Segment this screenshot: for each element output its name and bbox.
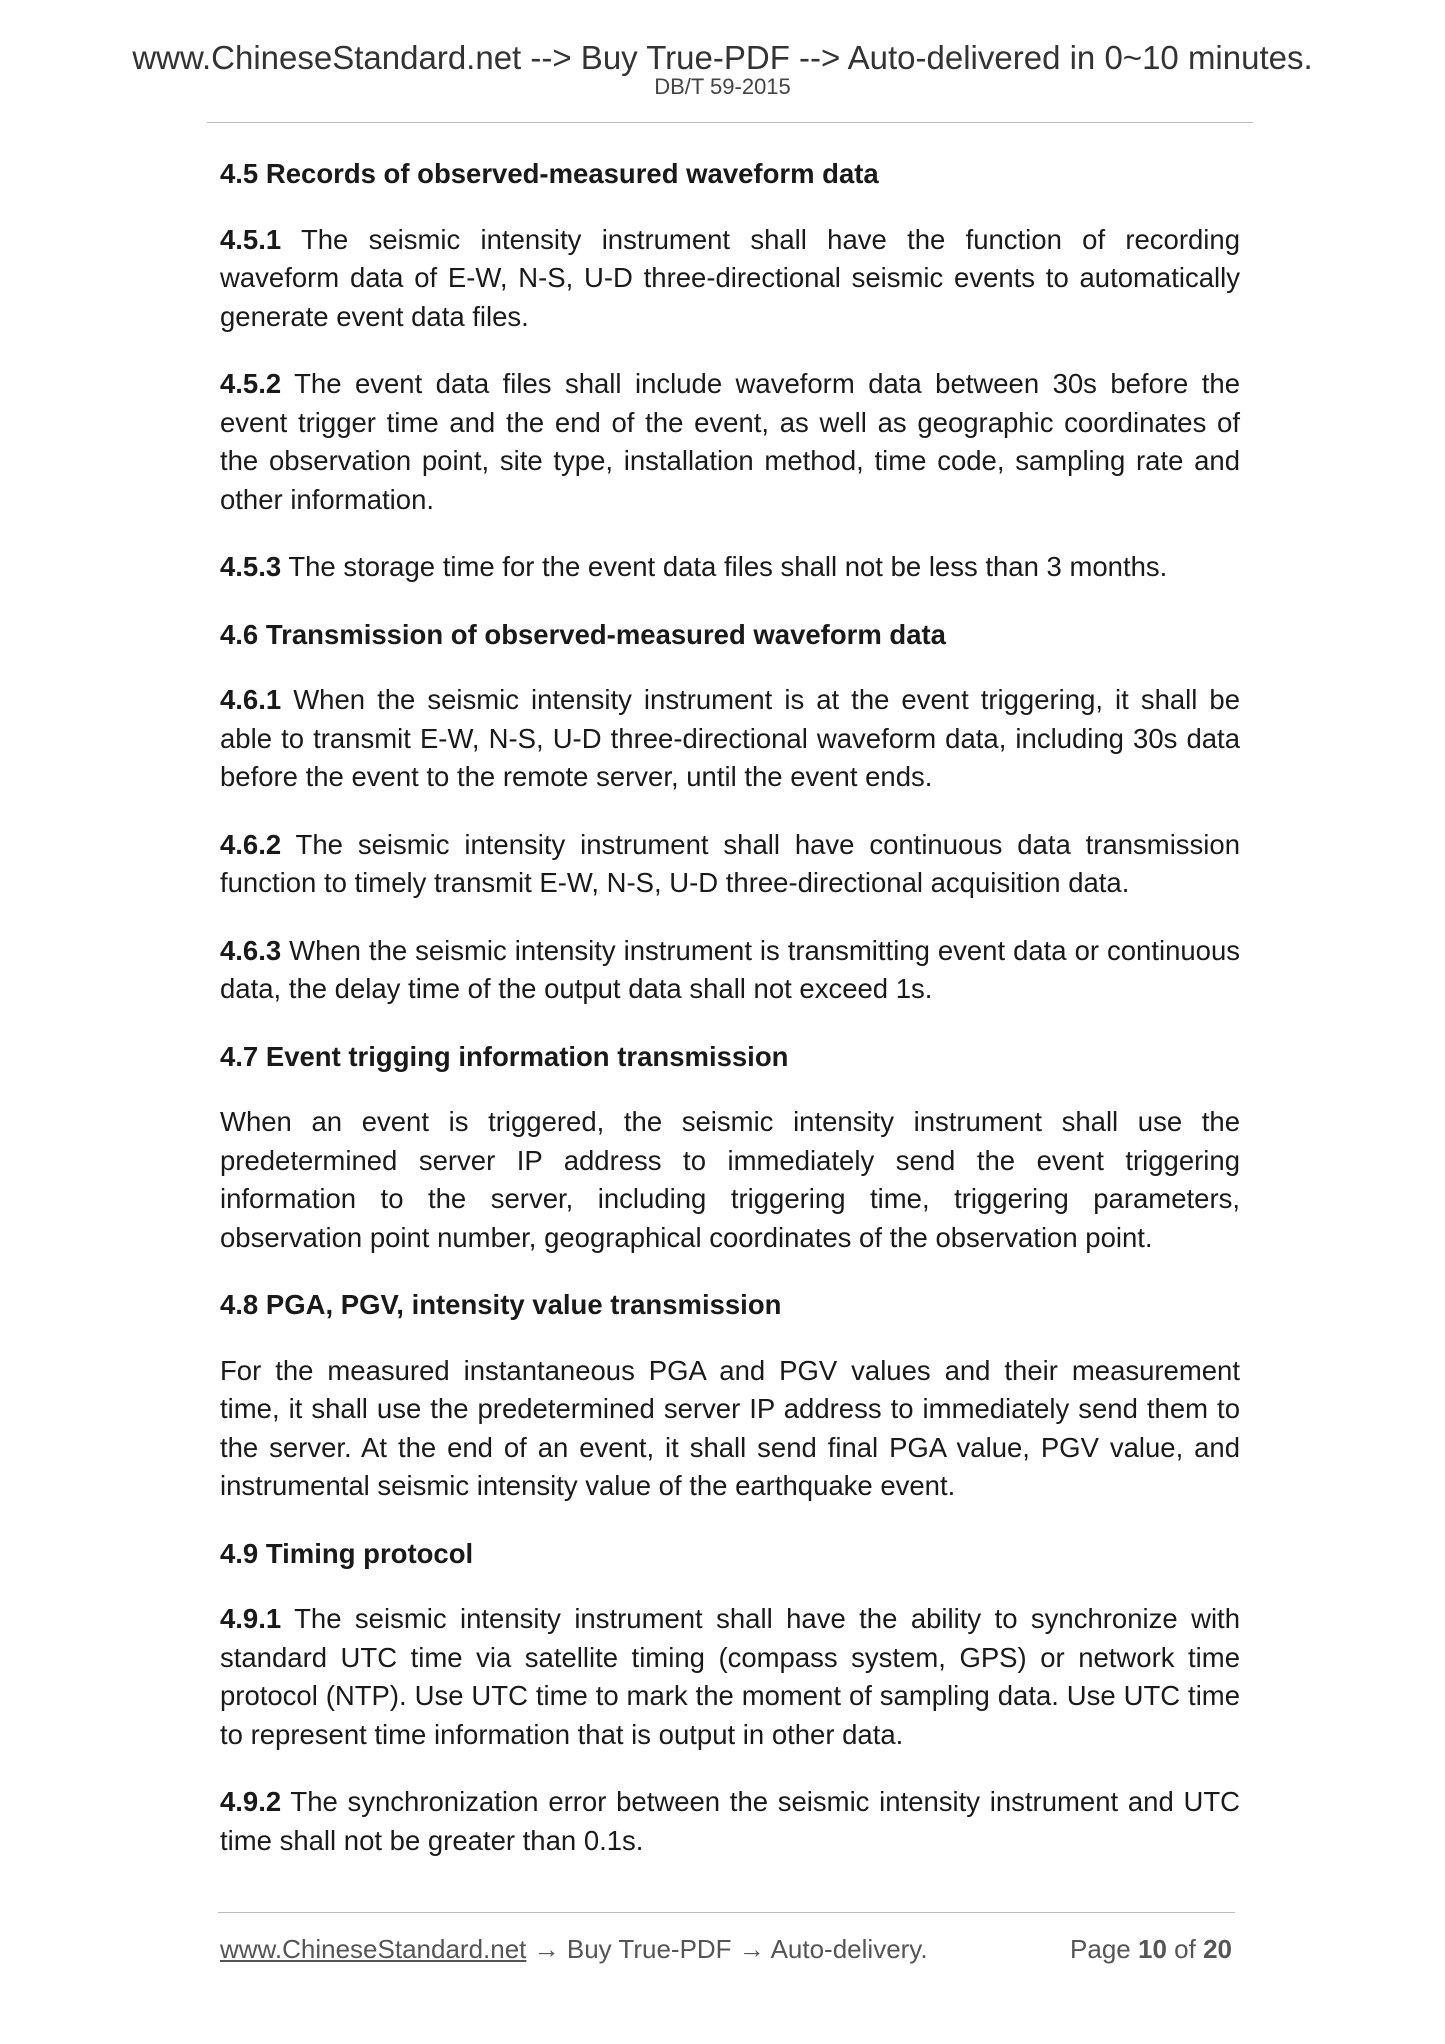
section-heading-4-7: 4.7 Event trigging information transmission	[220, 1040, 789, 1072]
clause-text: The storage time for the event data files shall not be less than 3 months.	[281, 551, 1168, 582]
clause-4-6-3	[220, 932, 1240, 1009]
section-4-7-body: When an event is triggered, the seismic intensity instrument shall use the predetermined server IP address to immediately send the event triggering information to the server, including triggering time, triggering parameters, observation point number, geographical coordinates of the observation point.	[220, 1106, 1240, 1253]
clause-number: 4.9.1	[220, 1603, 282, 1634]
page-content	[220, 155, 1240, 1889]
header-divider	[207, 122, 1253, 123]
section-heading-4-8: 4.8 PGA, PGV, intensity value transmission	[220, 1289, 782, 1320]
of-label: of	[1174, 1934, 1196, 1964]
page-number: 10	[1138, 1934, 1167, 1964]
clause-number: 4.5.1	[220, 223, 282, 255]
clause-number: 4.6.3	[220, 934, 282, 966]
page-total: 20	[1203, 1934, 1232, 1964]
clause-4-5-3	[220, 548, 1240, 587]
footer-divider	[218, 1912, 1235, 1913]
document-code: DB/T 59-2015	[654, 74, 791, 99]
clause-text: The synchronization error between the seismic intensity instrument and UTC time shall not be greater than 0.1s.	[220, 1786, 1240, 1856]
footer-website-link[interactable]: www.ChineseStandard.net	[220, 1934, 527, 1964]
clause-text: The seismic intensity instrument shall have continuous data transmission function to timely transmit E-W, N-S, U-D three-directional acquisition data.	[220, 828, 1240, 898]
clause-4-6-1	[220, 681, 1240, 797]
section-4-8-body: For the measured instantaneous PGA and PGV values and their measurement time, it shall use the predetermined server IP address to immediately send them to the server. At the end of an event, it shall send final PGA value, PGV value, and instrumental seismic intensity value of the earthquake event.	[220, 1354, 1240, 1501]
clause-4-9-1	[220, 1600, 1240, 1754]
section-heading-4-6: 4.6 Transmission of observed-measured waveform data	[220, 618, 946, 650]
page-label: Page	[1070, 1934, 1131, 1964]
clause-text: When the seismic intensity instrument is at the event triggering, it shall be able to transmit E-W, N-S, U-D three-directional waveform data, including 30s data before the event to the remote server, until the event ends.	[220, 684, 1240, 792]
footer-promo	[220, 1932, 928, 1966]
clause-number: 4.6.2	[220, 828, 282, 860]
clause-number: 4.6.1	[220, 684, 282, 715]
page-indicator	[1070, 1932, 1232, 1966]
section-heading-4-9: 4.9 Timing protocol	[220, 1537, 474, 1569]
clause-4-5-2	[220, 365, 1240, 519]
clause-number: 4.5.3	[220, 551, 282, 582]
clause-number: 4.5.2	[220, 368, 282, 399]
clause-text: The event data files shall include waveform data between 30s before the event trigger time and the end of the event, as well as geographic coordinates of the observation point, site type, installation method, time code, sampling rate and other information.	[220, 368, 1240, 515]
clause-4-9-2	[220, 1783, 1240, 1860]
clause-text: The seismic intensity instrument shall have the function of recording waveform data of E-W, N-S, U-D three-directional seismic events to automatically generate event data files.	[220, 223, 1240, 332]
clause-4-6-2	[220, 826, 1240, 903]
clause-4-5-1	[220, 221, 1240, 337]
top-banner: www.ChineseStandard.net --> Buy True-PDF --> Auto-delivered in 0~10 minutes.	[132, 39, 1313, 76]
clause-text: When the seismic intensity instrument is transmitting event data or continuous data, the delay time of the output data shall not exceed 1s.	[220, 934, 1240, 1004]
section-heading-4-5: 4.5 Records of observed-measured waveform data	[220, 158, 879, 189]
clause-text: The seismic intensity instrument shall have the ability to synchronize with standard UTC time via satellite timing (compass system, GPS) or network time protocol (NTP). Use UTC time to mark the moment of sampling data. Use UTC time to represent time information that is output in other data.	[220, 1603, 1240, 1750]
footer-promo-text: → Buy True-PDF → Auto-delivery.	[526, 1934, 928, 1964]
clause-number: 4.9.2	[220, 1786, 282, 1817]
